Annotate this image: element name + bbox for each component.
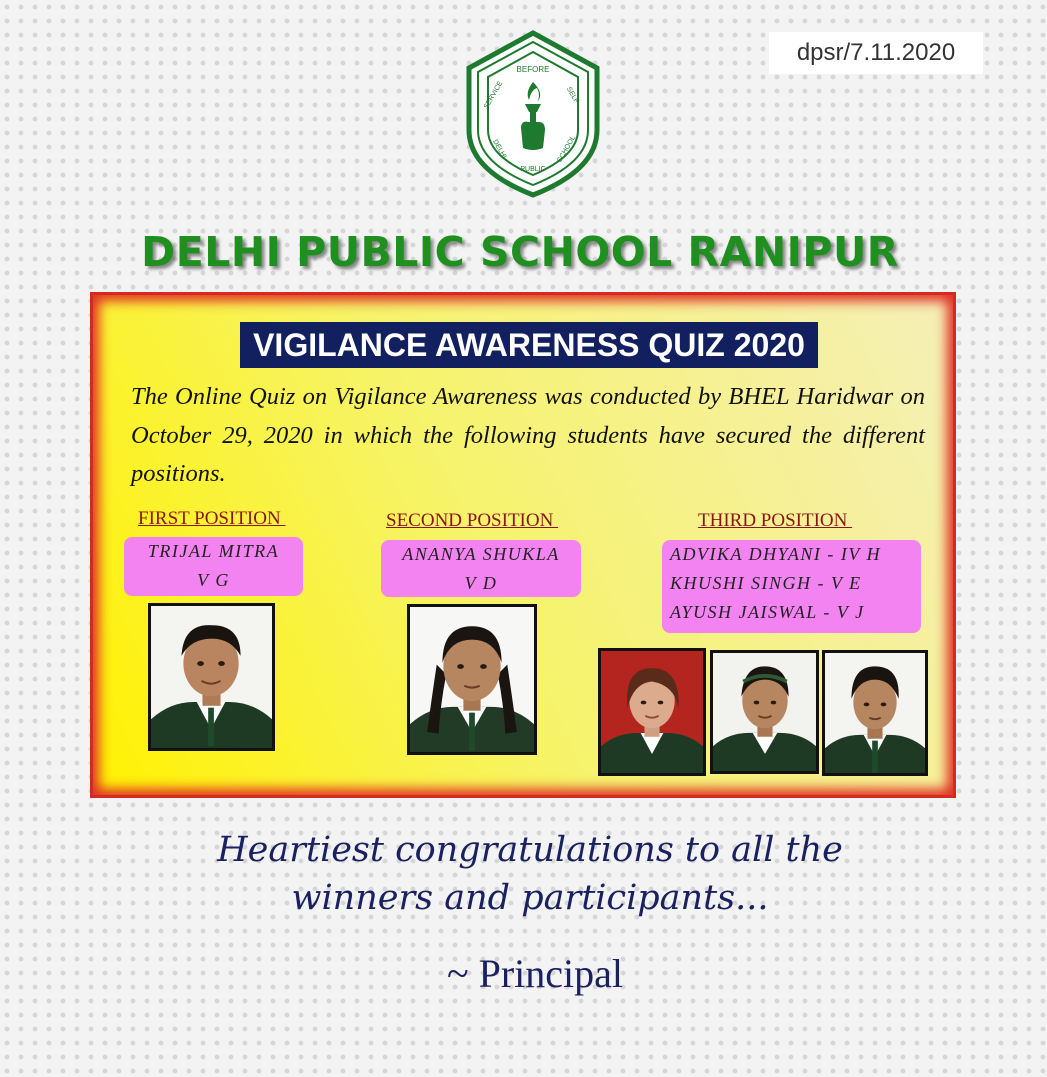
first-position-names [124, 537, 303, 596]
second-position-names [381, 540, 581, 597]
date-stamp: dpsr/7.11.2020 [769, 32, 983, 74]
school-crest-logo [465, 30, 601, 198]
quiz-description: The Online Quiz on Vigilance Awareness was conducted by BHEL Haridwar on October 29, 2020 in which the following students have secured the different positions. [131, 383, 925, 487]
logo-text-bottom-left: DELHI [491, 138, 508, 160]
student-photo-third-1 [598, 648, 706, 776]
third-position-names [662, 540, 921, 633]
congratulations-message [0, 826, 1047, 922]
third-winner-2: KHUSHI SINGH - V E [670, 573, 862, 593]
school-name-heading: DELHI PUBLIC SCHOOL RANIPUR [141, 228, 899, 276]
third-position-heading: THIRD POSITION [698, 510, 853, 531]
second-winner-name: ANANYA SHUKLA [402, 544, 560, 564]
logo-text-bottom-right: SCHOOL [556, 134, 578, 164]
logo-text-top: BEFORE [516, 65, 550, 74]
student-photo-third-2 [710, 650, 819, 774]
third-winner-3: AYUSH JAISWAL - V J [670, 602, 865, 622]
hand-icon [521, 122, 545, 150]
first-winner-name: TRIJAL MITRA [147, 541, 280, 561]
second-position-heading: SECOND POSITION [386, 510, 559, 531]
first-winner-class: V G [197, 570, 230, 590]
logo-text-bottom-mid: PUBLIC [520, 166, 546, 173]
third-winner-1: ADVIKA DHYANI - IV H [670, 544, 882, 564]
student-photo-first [148, 603, 275, 751]
student-photo-second [407, 604, 537, 755]
congratulations-line-2: winners and participants... [291, 878, 769, 918]
quiz-title: VIGILANCE AWARENESS QUIZ 2020 [240, 322, 818, 368]
principal-signature: ~ Principal [446, 951, 624, 996]
student-photo-third-3 [822, 650, 928, 776]
second-winner-class: V D [464, 573, 498, 593]
logo-text-left: SERVICE [483, 80, 505, 111]
first-position-heading: FIRST POSITION [138, 508, 286, 529]
congratulations-line-1: Heartiest congratulations to all the [217, 830, 843, 870]
logo-text-right: SELF [564, 85, 580, 105]
